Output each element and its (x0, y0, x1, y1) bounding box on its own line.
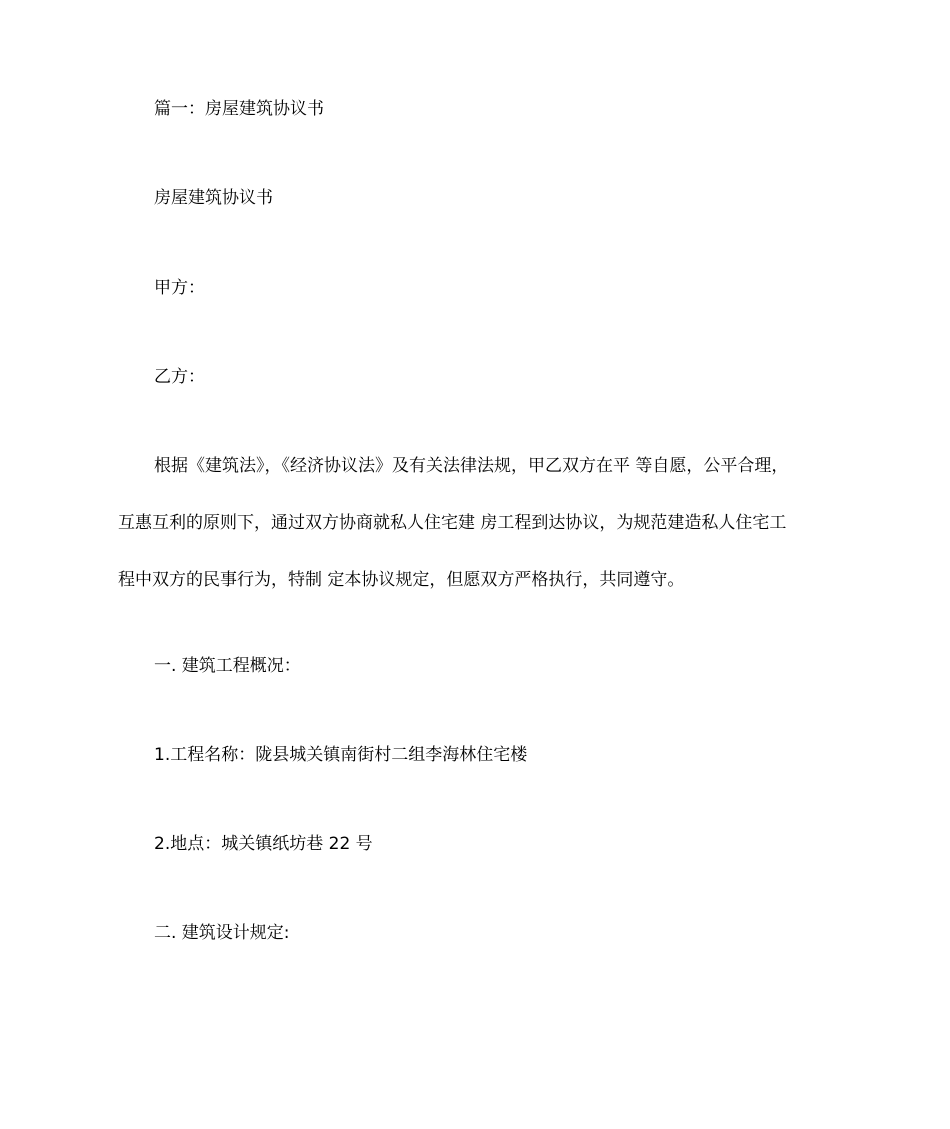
preamble-line-2: 互惠互利的原则下，通过双方协商就私人住宅建 房工程到达协议，为规范建造私人住宅工 (118, 513, 787, 533)
section-2-heading: 二. 建筑设计规定: (154, 923, 290, 943)
document-title: 房屋建筑协议书 (154, 188, 273, 208)
preamble-line-3: 程中双方的民事行为，特制 定本协议规定，但愿双方严格执行，共同遵守。 (118, 570, 685, 590)
section-1-heading: 一. 建筑工程概况： (154, 656, 301, 676)
preamble-line-1: 根据《建筑法》，《经济协议法》及有关法律法规，甲乙双方在平 等自愿，公平合理， (154, 456, 789, 476)
project-name-item: 1.工程名称：陇县城关镇南街村二组李海林住宅楼 (154, 745, 528, 765)
article-heading: 篇一：房屋建筑协议书 (154, 99, 324, 119)
party-b-label: 乙方： (154, 367, 205, 387)
party-a-label: 甲方： (154, 278, 205, 298)
project-location-item: 2.地点：城关镇纸坊巷 22 号 (154, 834, 373, 854)
